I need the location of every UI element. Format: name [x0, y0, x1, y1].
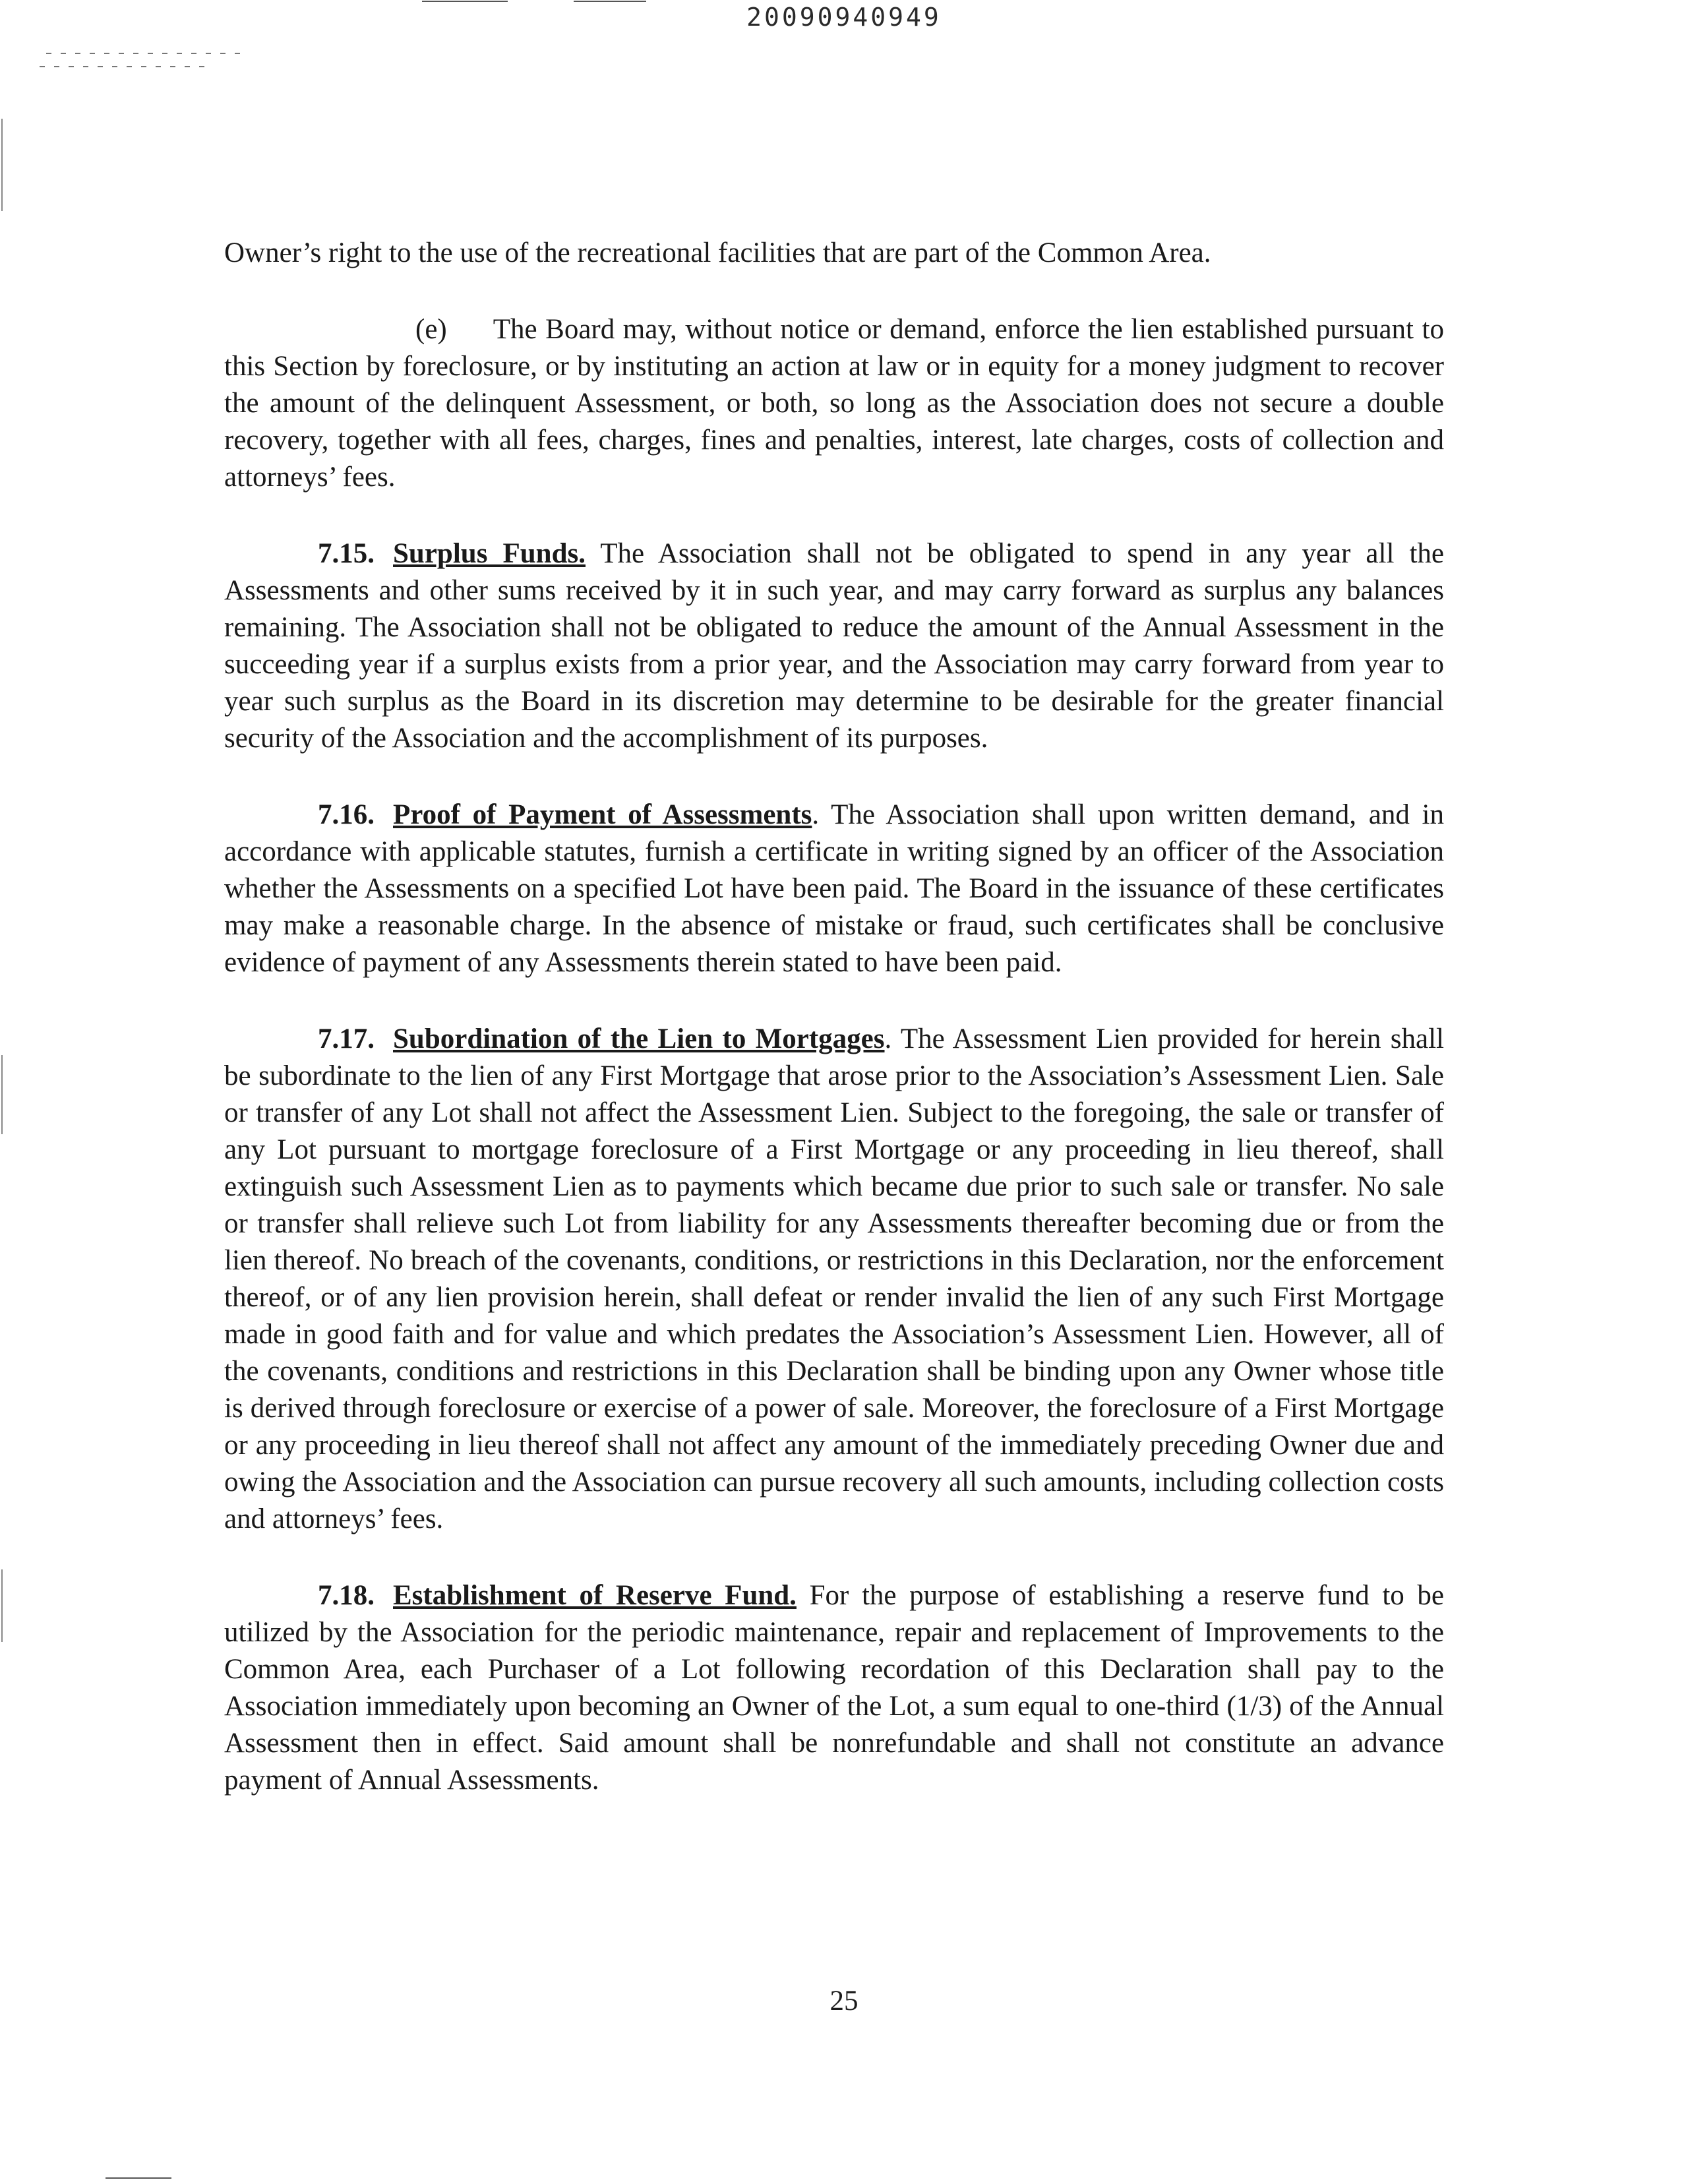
section-number: 7.16. [318, 799, 375, 830]
page-number: 25 [829, 1986, 859, 2017]
section-7-17 [224, 1021, 1444, 1538]
document-number: 20090940949 [746, 3, 942, 32]
section-text: For the purpose of establishing a reserve fund to be utilized by the Association for the periodic maintenance, repair and replacement of Improvements to the Common Area, each Purchaser of a Lot following recordation of this Declaration shall pay to the Association immediately upon becoming an Owner of the Lot, a sum equal to one-third (1/3) of the Annual Assessment then in effect. Said amount shall be nonrefundable and shall not constitute an advance payment of Annual Assessments. [224, 1580, 1444, 1796]
section-text: The Association shall not be obligated to spend in any year all the Assessments and other sums received by it in such year, and may carry forward as surplus any balances remaining. The Association shall not be obligated to reduce the amount of the Annual Assessment in the succeeding year if a surplus exists from a prior year, and the Association may carry forward from year to year such surplus as the Board in its discretion may determine to be desirable for the greater financial security of the Association and the accomplishment of its purposes. [224, 538, 1444, 754]
section-7-15 [224, 535, 1444, 757]
subsection-e-text: The Board may, without notice or demand, enforce the lien established pursuant to this Section by foreclosure, or by instituting an action at law or in equity for a money judgment to recover the amount of the delinquent Assessment, or both, so long as the Association does not secure a double recovery, together with all fees, charges, fines and penalties, interest, late charges, costs of collection and attorneys’ fees. [224, 314, 1444, 493]
subsection-e-label: (e) [415, 314, 447, 345]
section-title: Proof of Payment of Assessments [393, 799, 812, 830]
paragraph-continuation: Owner’s right to the use of the recreational facilities that are part of the Common Area. [224, 237, 1211, 268]
scan-artifact-edge [1, 1569, 3, 1642]
section-text: . The Assessment Lien provided for herein shall be subordinate to the lien of any First Mortgage that arose prior to the Association’s Assessment Lien. Sale or transfer of any Lot shall not affect the Assessment Lien. Subject to the foregoing, the sale or transfer of any Lot pursuant to mortgage foreclosure of a First Mortgage or any proceeding in lieu thereof, shall extinguish such Assessment Lien as to payments which became due prior to such sale or transfer. No sale or transfer shall relieve such Lot from liability for any Assessments thereafter becoming due or from the lien thereof. No breach of the covenants, conditions, or restrictions in this Declaration, nor the enforcement thereof, or of any lien provision herein, shall defeat or render invalid the lien of any such First Mortgage made in good faith and for value and which predates the Association’s Assessment Lien. However, all of the covenants, conditions and restrictions in this Declaration shall be binding upon any Owner whose title is derived through foreclosure or exercise of a power of sale. Moreover, the foreclosure of a First Mortgage or any proceeding in lieu thereof shall not affect any amount of the immediately preceding Owner due and owing the Association and the Association can pursue recovery all such amounts, including collection costs and attorneys’ fees. [224, 1023, 1444, 1534]
subsection-e [224, 311, 1444, 496]
scan-artifact-edge [1, 119, 3, 211]
section-title: Subordination of the Lien to Mortgages [393, 1023, 885, 1054]
section-7-18 [224, 1577, 1444, 1799]
scan-artifact-line [574, 1, 646, 2]
section-title: Establishment of Reserve Fund. [393, 1580, 797, 1611]
section-number: 7.17. [318, 1023, 375, 1054]
scan-artifact-dash [46, 53, 244, 54]
scan-artifact-line [422, 1, 508, 2]
section-7-16 [224, 797, 1444, 981]
document-body [224, 235, 1444, 1838]
scan-artifact-dash [40, 66, 211, 67]
section-number: 7.15. [318, 538, 375, 569]
scan-artifact-edge [1, 1055, 3, 1134]
section-title: Surplus Funds. [393, 538, 586, 569]
section-text: . The Association shall upon written demand, and in accordance with applicable statutes, furnish a certificate in writing signed by an officer of the Association whether the Assessments on a specified Lot have been paid. The Board in the issuance of these certificates may make a reasonable charge. In the absence of mistake or fraud, such certificates shall be conclusive evidence of payment of any Assessments therein stated to have been paid. [224, 799, 1444, 978]
scan-artifact-line [106, 2177, 171, 2179]
section-number: 7.18. [318, 1580, 375, 1611]
